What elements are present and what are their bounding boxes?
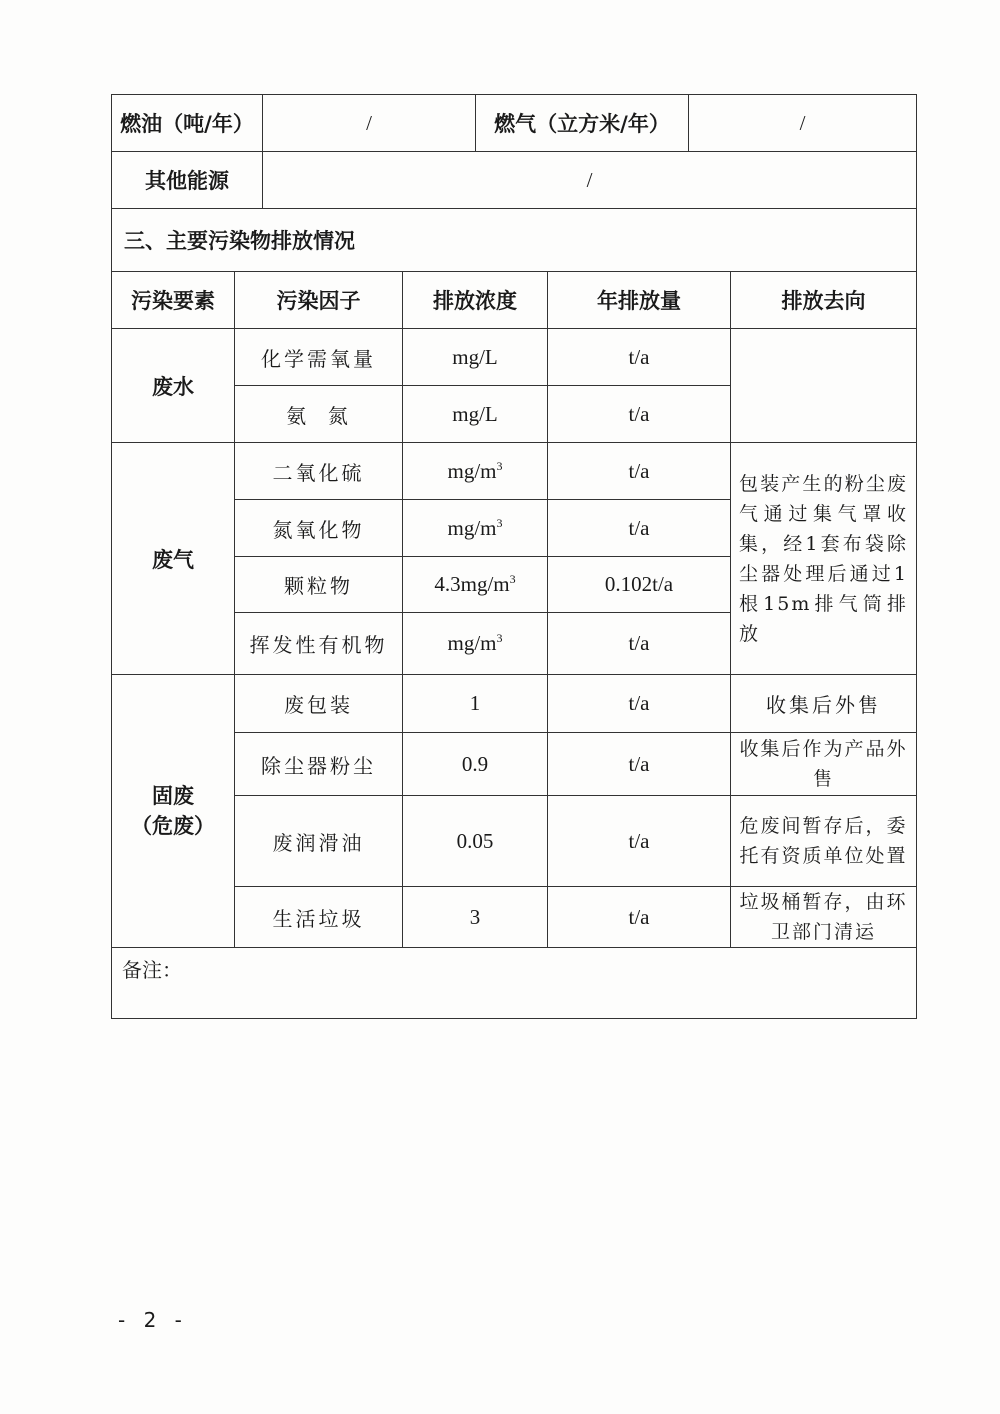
fuel-oil-label: 燃油（吨/年） <box>112 95 263 152</box>
concentration-so2 <box>403 443 548 500</box>
unit-superscript: 3 <box>496 458 503 473</box>
fuel-oil-value: / <box>263 95 476 152</box>
solid-waste-category <box>112 675 235 948</box>
annual-voc: t/a <box>548 613 731 675</box>
annual-particulate: 0.102t/a <box>548 557 731 613</box>
gas-label: 燃气（立方米/年） <box>476 95 689 152</box>
concentration-nox-unit: mg/m <box>447 515 497 540</box>
concentration-particulate-value: 4.3mg/m <box>434 572 510 596</box>
factor-nox: 氮氧化物 <box>235 500 403 557</box>
header-element: 污染要素 <box>112 272 235 329</box>
energy-row-other <box>112 152 917 209</box>
section-title: 三、主要污染物排放情况 <box>112 209 917 272</box>
factor-waste-packaging: 废包装 <box>235 675 403 733</box>
concentration-ammonia: mg/L <box>403 386 548 443</box>
amount-waste-packaging: 1 <box>403 675 548 733</box>
wastewater-category: 废水 <box>112 329 235 443</box>
energy-row-fuel <box>112 95 917 152</box>
header-annual: 年排放量 <box>548 272 731 329</box>
energy-table <box>111 94 917 272</box>
section-title-row <box>112 209 917 272</box>
concentration-voc-unit: mg/m <box>447 631 497 655</box>
destination-waste-packaging: 收集后外售 <box>731 675 917 733</box>
unit-superscript: 3 <box>496 631 503 645</box>
header-factor: 污染因子 <box>235 272 403 329</box>
unit-superscript: 3 <box>509 572 516 586</box>
destination-lubricant: 危废间暂存后，委托有资质单位处置 <box>731 796 917 887</box>
annual-garbage: t/a <box>548 887 731 948</box>
factor-dust: 除尘器粉尘 <box>235 733 403 796</box>
page-number: - 2 - <box>118 1308 188 1332</box>
annual-waste-packaging: t/a <box>548 675 731 733</box>
amount-lubricant: 0.05 <box>403 796 548 887</box>
header-concentration: 排放浓度 <box>403 272 548 329</box>
other-energy-label: 其他能源 <box>112 152 263 209</box>
concentration-voc <box>403 613 548 675</box>
exhaust-category: 废气 <box>112 443 235 675</box>
exhaust-destination: 包装产生的粉尘废气通过集气罩收集，经1套布袋除尘器处理后通过1根15m排气筒排放 <box>731 443 917 675</box>
header-row <box>112 272 917 329</box>
annual-nox: t/a <box>548 500 731 557</box>
remarks-label: 备注： <box>112 948 917 1019</box>
annual-ammonia: t/a <box>548 386 731 443</box>
factor-lubricant: 废润滑油 <box>235 796 403 887</box>
annual-dust: t/a <box>548 733 731 796</box>
amount-garbage: 3 <box>403 887 548 948</box>
destination-dust: 收集后作为产品外售 <box>731 733 917 796</box>
concentration-cod: mg/L <box>403 329 548 386</box>
other-energy-value: / <box>263 152 917 209</box>
gas-value: / <box>689 95 917 152</box>
header-destination: 排放去向 <box>731 272 917 329</box>
factor-so2: 二氧化硫 <box>235 443 403 500</box>
table-row <box>112 675 917 733</box>
concentration-nox <box>403 500 548 557</box>
table-row <box>112 329 917 386</box>
annual-cod: t/a <box>548 329 731 386</box>
factor-voc: 挥发性有机物 <box>235 613 403 675</box>
solid-waste-category-line2: （危废） <box>131 814 215 838</box>
amount-dust: 0.9 <box>403 733 548 796</box>
concentration-so2-unit: mg/m <box>447 458 497 483</box>
annual-lubricant: t/a <box>548 796 731 887</box>
factor-particulate: 颗粒物 <box>235 557 403 613</box>
unit-superscript: 3 <box>496 515 503 530</box>
table-row <box>112 443 917 500</box>
wastewater-destination <box>731 329 917 443</box>
remarks-row <box>112 948 917 1019</box>
factor-cod: 化学需氧量 <box>235 329 403 386</box>
destination-garbage: 垃圾桶暂存，由环卫部门清运 <box>731 887 917 948</box>
factor-ammonia: 氨 氮 <box>235 386 403 443</box>
concentration-particulate <box>403 557 548 613</box>
solid-waste-category-line1: 固废 <box>152 784 194 808</box>
annual-so2: t/a <box>548 443 731 500</box>
factor-garbage: 生活垃圾 <box>235 887 403 948</box>
pollutant-table <box>111 271 917 1019</box>
